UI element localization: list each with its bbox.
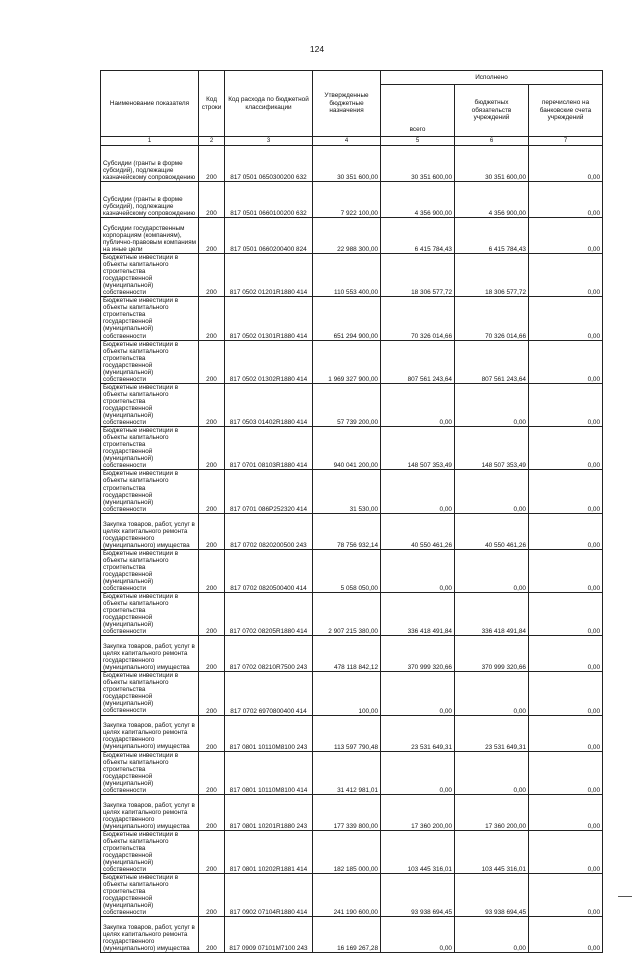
table-row (101, 917, 603, 953)
row-code-cell: 200 (199, 751, 225, 794)
executed-obligations-cell: 0,00 (455, 383, 529, 426)
transferred-cell: 0,00 (529, 830, 603, 873)
approved-amount-cell: 2 907 215 380,00 (313, 592, 381, 635)
indicator-name-cell: Субсидии (гранты в форме субсидий), подлежащие казначейскому сопровождению (101, 182, 199, 218)
table-row (101, 297, 603, 340)
column-number: 5 (381, 137, 455, 146)
transferred-cell: 0,00 (529, 340, 603, 383)
kbk-cell: 817 0702 08210R7500 243 (225, 636, 313, 672)
column-number: 4 (313, 137, 381, 146)
executed-total-cell: 370 999 320,66 (381, 636, 455, 672)
executed-obligations-cell: 70 326 014,66 (455, 297, 529, 340)
kbk-cell: 817 0909 07101M7100 243 (225, 917, 313, 953)
kbk-cell: 817 0702 6970800400 414 (225, 672, 313, 715)
executed-obligations-cell: 0,00 (455, 917, 529, 953)
indicator-name-cell: Бюджетные инвестиции в объекты капитального строительства государственной (муниципальной) собственности (101, 672, 199, 715)
page-edge-mark (618, 896, 632, 897)
row-code-cell: 200 (199, 592, 225, 635)
executed-total-cell: 4 356 900,00 (381, 182, 455, 218)
approved-amount-cell: 30 351 600,00 (313, 146, 381, 182)
executed-obligations-cell: 6 415 784,43 (455, 218, 529, 254)
approved-amount-cell: 651 294 900,00 (313, 297, 381, 340)
kbk-cell: 817 0501 0650300200 632 (225, 146, 313, 182)
table-row (101, 794, 603, 830)
kbk-cell: 817 0502 01301R1880 414 (225, 297, 313, 340)
kbk-cell: 817 0501 0660200400 824 (225, 218, 313, 254)
budget-execution-table (100, 70, 603, 953)
kbk-cell: 817 0702 0820500400 414 (225, 549, 313, 592)
executed-obligations-cell: 4 356 900,00 (455, 182, 529, 218)
executed-obligations-cell: 23 531 649,31 (455, 715, 529, 751)
transferred-cell: 0,00 (529, 297, 603, 340)
executed-total-cell: 18 306 577,72 (381, 254, 455, 297)
column-number: 1 (101, 137, 199, 146)
indicator-name-cell: Бюджетные инвестиции в объекты капитального строительства государственной (муниципальной) собственности (101, 549, 199, 592)
approved-amount-cell: 5 058 050,00 (313, 549, 381, 592)
kbk-cell: 817 0702 0820200500 243 (225, 513, 313, 549)
page-number: 124 (309, 44, 325, 54)
executed-total-cell: 0,00 (381, 470, 455, 513)
column-number: 2 (199, 137, 225, 146)
row-code-cell: 200 (199, 427, 225, 470)
transferred-cell: 0,00 (529, 751, 603, 794)
executed-total-cell: 0,00 (381, 672, 455, 715)
transferred-cell: 0,00 (529, 182, 603, 218)
transferred-cell: 0,00 (529, 470, 603, 513)
indicator-name-cell: Бюджетные инвестиции в объекты капитального строительства государственной (муниципальной) собственности (101, 874, 199, 917)
indicator-name-cell: Бюджетные инвестиции в объекты капитального строительства государственной (муниципальной) собственности (101, 340, 199, 383)
kbk-cell: 817 0801 10202R1881 414 (225, 830, 313, 873)
indicator-name-cell: Закупка товаров, работ, услуг в целях капитального ремонта государственного (муниципального) имущества (101, 636, 199, 672)
table-row (101, 254, 603, 297)
transferred-cell: 0,00 (529, 672, 603, 715)
indicator-name-cell: Бюджетные инвестиции в объекты капитального строительства государственной (муниципальной) собственности (101, 297, 199, 340)
approved-amount-cell: 182 185 000,00 (313, 830, 381, 873)
executed-total-cell: 336 418 491,84 (381, 592, 455, 635)
row-code-cell: 200 (199, 917, 225, 953)
header-executed-total: всего (381, 85, 455, 137)
table-row (101, 672, 603, 715)
kbk-cell: 817 0801 10110M8100 243 (225, 715, 313, 751)
transferred-cell: 0,00 (529, 254, 603, 297)
kbk-cell: 817 0503 01402R1880 414 (225, 383, 313, 426)
indicator-name-cell: Закупка товаров, работ, услуг в целях капитального ремонта государственного (муниципального) имущества (101, 917, 199, 953)
executed-total-cell: 17 360 200,00 (381, 794, 455, 830)
row-code-cell: 200 (199, 383, 225, 426)
transferred-cell: 0,00 (529, 592, 603, 635)
transferred-cell: 0,00 (529, 874, 603, 917)
indicator-name-cell: Бюджетные инвестиции в объекты капитального строительства государственной (муниципальной) собственности (101, 592, 199, 635)
indicator-name-cell: Бюджетные инвестиции в объекты капитального строительства государственной (муниципальной) собственности (101, 427, 199, 470)
transferred-cell: 0,00 (529, 636, 603, 672)
approved-amount-cell: 110 553 400,00 (313, 254, 381, 297)
indicator-name-cell: Бюджетные инвестиции в объекты капитального строительства государственной (муниципальной) собственности (101, 830, 199, 873)
row-code-cell: 200 (199, 636, 225, 672)
executed-obligations-cell: 336 418 491,84 (455, 592, 529, 635)
approved-amount-cell: 1 969 327 900,00 (313, 340, 381, 383)
indicator-name-cell: Закупка товаров, работ, услуг в целях капитального ремонта государственного (муниципального) имущества (101, 715, 199, 751)
row-code-cell: 200 (199, 340, 225, 383)
transferred-cell: 0,00 (529, 917, 603, 953)
kbk-cell: 817 0702 08205R1880 414 (225, 592, 313, 635)
executed-total-cell: 148 507 353,49 (381, 427, 455, 470)
row-code-cell: 200 (199, 297, 225, 340)
row-code-cell: 200 (199, 830, 225, 873)
approved-amount-cell: 177 339 800,00 (313, 794, 381, 830)
header-indicator-name: Наименование показателя (101, 71, 199, 137)
table-row (101, 636, 603, 672)
header-approved: Утвержденные бюджетные назначения (313, 71, 381, 137)
header-executed-obligations: бюджетных обязательств учреждений (455, 85, 529, 137)
executed-obligations-cell: 18 306 577,72 (455, 254, 529, 297)
table-row (101, 427, 603, 470)
indicator-name-cell: Субсидии государственным корпорациям (компаниям), публично-правовым компаниям на иные цели (101, 218, 199, 254)
approved-amount-cell: 241 190 600,00 (313, 874, 381, 917)
transferred-cell: 0,00 (529, 549, 603, 592)
kbk-cell: 817 0701 08103R1880 414 (225, 427, 313, 470)
executed-obligations-cell: 103 445 316,01 (455, 830, 529, 873)
row-code-cell: 200 (199, 218, 225, 254)
executed-total-cell: 93 938 694,45 (381, 874, 455, 917)
approved-amount-cell: 16 169 267,28 (313, 917, 381, 953)
table-row (101, 592, 603, 635)
executed-obligations-cell: 30 351 600,00 (455, 146, 529, 182)
transferred-cell: 0,00 (529, 146, 603, 182)
executed-obligations-cell: 17 360 200,00 (455, 794, 529, 830)
executed-total-cell: 0,00 (381, 917, 455, 953)
indicator-name-cell: Бюджетные инвестиции в объекты капитального строительства государственной (муниципальной) собственности (101, 383, 199, 426)
transferred-cell: 0,00 (529, 715, 603, 751)
row-code-cell: 200 (199, 254, 225, 297)
table-row (101, 218, 603, 254)
approved-amount-cell: 78 756 932,14 (313, 513, 381, 549)
table-row (101, 383, 603, 426)
executed-total-cell: 103 445 316,01 (381, 830, 455, 873)
indicator-name-cell: Закупка товаров, работ, услуг в целях капитального ремонта государственного (муниципального) имущества (101, 794, 199, 830)
kbk-cell: 817 0902 07104R1880 414 (225, 874, 313, 917)
indicator-name-cell: Бюджетные инвестиции в объекты капитального строительства государственной (муниципальной) собственности (101, 751, 199, 794)
row-code-cell: 200 (199, 513, 225, 549)
header-kbk: Код расхода по бюджетной классификации (225, 71, 313, 137)
kbk-cell: 817 0701 086P252320 414 (225, 470, 313, 513)
column-number: 6 (455, 137, 529, 146)
kbk-cell: 817 0501 0660100200 632 (225, 182, 313, 218)
executed-total-cell: 23 531 649,31 (381, 715, 455, 751)
header-executed: Исполнено (381, 71, 603, 85)
column-number: 7 (529, 137, 603, 146)
executed-obligations-cell: 0,00 (455, 751, 529, 794)
executed-total-cell: 0,00 (381, 549, 455, 592)
table-row (101, 874, 603, 917)
table-row (101, 715, 603, 751)
executed-obligations-cell: 807 561 243,64 (455, 340, 529, 383)
table-row (101, 470, 603, 513)
table-row (101, 830, 603, 873)
kbk-cell: 817 0502 01302R1880 414 (225, 340, 313, 383)
executed-total-cell: 807 561 243,64 (381, 340, 455, 383)
approved-amount-cell: 940 041 200,00 (313, 427, 381, 470)
table-row (101, 146, 603, 182)
executed-total-cell: 6 415 784,43 (381, 218, 455, 254)
executed-total-cell: 30 351 600,00 (381, 146, 455, 182)
executed-obligations-cell: 148 507 353,49 (455, 427, 529, 470)
kbk-cell: 817 0502 01201R1880 414 (225, 254, 313, 297)
executed-total-cell: 40 550 461,26 (381, 513, 455, 549)
indicator-name-cell: Закупка товаров, работ, услуг в целях капитального ремонта государственного (муниципального) имущества (101, 513, 199, 549)
transferred-cell: 0,00 (529, 427, 603, 470)
row-code-cell: 200 (199, 470, 225, 513)
transferred-cell: 0,00 (529, 794, 603, 830)
approved-amount-cell: 57 739 200,00 (313, 383, 381, 426)
transferred-cell: 0,00 (529, 513, 603, 549)
table-row (101, 340, 603, 383)
approved-amount-cell: 113 597 790,48 (313, 715, 381, 751)
executed-obligations-cell: 93 938 694,45 (455, 874, 529, 917)
approved-amount-cell: 31 530,00 (313, 470, 381, 513)
column-number: 3 (225, 137, 313, 146)
table-row (101, 182, 603, 218)
indicator-name-cell: Бюджетные инвестиции в объекты капитального строительства государственной (муниципальной) собственности (101, 254, 199, 297)
approved-amount-cell: 7 922 100,00 (313, 182, 381, 218)
row-code-cell: 200 (199, 794, 225, 830)
kbk-cell: 817 0801 10201R1880 243 (225, 794, 313, 830)
indicator-name-cell: Бюджетные инвестиции в объекты капитального строительства государственной (муниципальной) собственности (101, 470, 199, 513)
row-code-cell: 200 (199, 715, 225, 751)
row-code-cell: 200 (199, 874, 225, 917)
executed-obligations-cell: 370 999 320,66 (455, 636, 529, 672)
approved-amount-cell: 22 988 300,00 (313, 218, 381, 254)
executed-obligations-cell: 0,00 (455, 549, 529, 592)
executed-total-cell: 0,00 (381, 751, 455, 794)
executed-total-cell: 0,00 (381, 383, 455, 426)
approved-amount-cell: 478 118 842,12 (313, 636, 381, 672)
row-code-cell: 200 (199, 146, 225, 182)
header-row-code: Код строки (199, 71, 225, 137)
row-code-cell: 200 (199, 672, 225, 715)
indicator-name-cell: Субсидии (гранты в форме субсидий), подлежащие казначейскому сопровождению (101, 146, 199, 182)
transferred-cell: 0,00 (529, 383, 603, 426)
table-row (101, 549, 603, 592)
table-row (101, 751, 603, 794)
approved-amount-cell: 100,00 (313, 672, 381, 715)
kbk-cell: 817 0801 10110M8100 414 (225, 751, 313, 794)
executed-obligations-cell: 0,00 (455, 470, 529, 513)
executed-obligations-cell: 0,00 (455, 672, 529, 715)
header-executed-transferred: перечислено на банковские счета учреждений (529, 85, 603, 137)
transferred-cell: 0,00 (529, 218, 603, 254)
approved-amount-cell: 31 412 981,01 (313, 751, 381, 794)
executed-obligations-cell: 40 550 461,26 (455, 513, 529, 549)
row-code-cell: 200 (199, 549, 225, 592)
executed-total-cell: 70 326 014,66 (381, 297, 455, 340)
table-row (101, 513, 603, 549)
row-code-cell: 200 (199, 182, 225, 218)
